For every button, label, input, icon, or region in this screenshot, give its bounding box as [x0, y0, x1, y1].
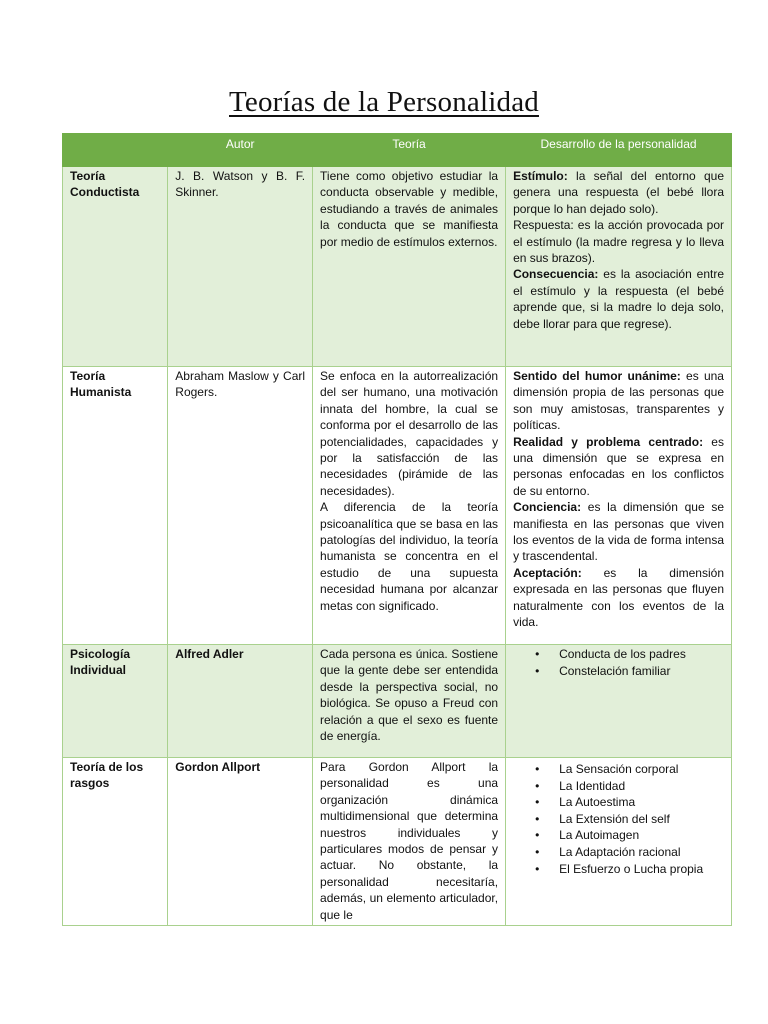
- development-item: Consecuencia: es la asociación entre el estímulo y la respuesta (el bebé aprende que, si la madre lo deja solo, debe llorar para que regrese).: [513, 267, 724, 331]
- row-name: Teoría Conductista: [63, 167, 168, 367]
- row-name: Teoría de los rasgos: [63, 758, 168, 926]
- row-author: J. B. Watson y B. F. Skinner.: [168, 167, 313, 367]
- row-development: [506, 167, 732, 367]
- row-development: [506, 367, 732, 645]
- table-row: [63, 167, 732, 367]
- row-development: [506, 758, 732, 926]
- row-author: Gordon Allport: [168, 758, 313, 926]
- development-item: Aceptación: es la dimensión expresada en las personas que fluyen naturalmente con los eventos de la vida.: [513, 565, 724, 630]
- page-title: Teorías de la Personalidad: [229, 86, 539, 118]
- personality-table: [62, 133, 732, 926]
- development-item: Conciencia: es la dimensión que se manifiesta en las personas que viven los eventos de la vida de forma intensa y trascendental.: [513, 500, 724, 564]
- table-row: [63, 367, 732, 645]
- row-name: Teoría Humanista: [63, 367, 168, 645]
- table-header-row: [63, 134, 732, 167]
- development-list: [513, 646, 724, 679]
- row-theory: Cada persona es única. Sostiene que la gente debe ser entendida desde la perspectiva social, no biológica. Se opuso a Freud con relación a que el sexo es fuente de energía.: [313, 645, 506, 758]
- theory-paragraph: A diferencia de la teoría psicoanalítica que se basa en las patologías del individuo, la teoría humanista se concentra en el estudio de una supuesta necesidad humana por alcanzar metas con significado.: [320, 500, 499, 613]
- row-development: [506, 645, 732, 758]
- list-item: • Constelación familiar: [559, 663, 724, 680]
- development-item: Realidad y problema centrado: es una dimensión que se expresa en personas enfocadas en los conflictos de su entorno.: [513, 434, 724, 498]
- development-item: Respuesta: es la acción provocada por el estímulo (la madre regresa y lo lleva en sus brazos).: [513, 218, 724, 266]
- header-empty: [63, 134, 168, 167]
- list-item: • La Identidad: [559, 778, 724, 795]
- row-theory: Para Gordon Allport la personalidad es una organización dinámica multidimensional que determina nuestros individuales y particulares modos de pensar y actuar. No obstante, la personalidad necesitaría, además, un elemento articulador, que le: [313, 758, 506, 926]
- header-theory: Teoría: [313, 134, 506, 167]
- row-author: Alfred Adler: [168, 645, 313, 758]
- list-item: • El Esfuerzo o Lucha propia: [559, 861, 724, 878]
- development-item: Estímulo: la señal del entorno que genera una respuesta (el bebé llora porque lo han dejado solo).: [513, 169, 724, 216]
- row-author: Abraham Maslow y Carl Rogers.: [168, 367, 313, 645]
- list-item: • La Autoestima: [559, 794, 724, 811]
- table-row: [63, 645, 732, 758]
- row-name: Psicología Individual: [63, 645, 168, 758]
- development-item: Sentido del humor unánime: es una dimensión propia de las personas que son muy amistosas, transparentes y políticas.: [513, 369, 724, 433]
- row-theory: [313, 367, 506, 645]
- header-author: Autor: [168, 134, 313, 167]
- list-item: • La Autoimagen: [559, 827, 724, 844]
- table-row: [63, 758, 732, 926]
- list-item: • La Extensión del self: [559, 811, 724, 828]
- development-list: [513, 759, 724, 877]
- header-development: Desarrollo de la personalidad: [506, 134, 732, 167]
- list-item: • Conducta de los padres: [559, 646, 724, 663]
- row-theory: Tiene como objetivo estudiar la conducta observable y medible, estudiando a través de animales la conducta que se manifiesta por medio de estímulos externos.: [313, 167, 506, 367]
- theory-paragraph: Se enfoca en la autorrealización del ser humano, una motivación innata del hombre, la cual se conforma por el desarrollo de las potencialidades, capacidades y por la satisfacción de las necesidades (pirámide de las necesidades).: [320, 369, 499, 498]
- list-item: • La Sensación corporal: [559, 761, 724, 778]
- list-item: • La Adaptación racional: [559, 844, 724, 861]
